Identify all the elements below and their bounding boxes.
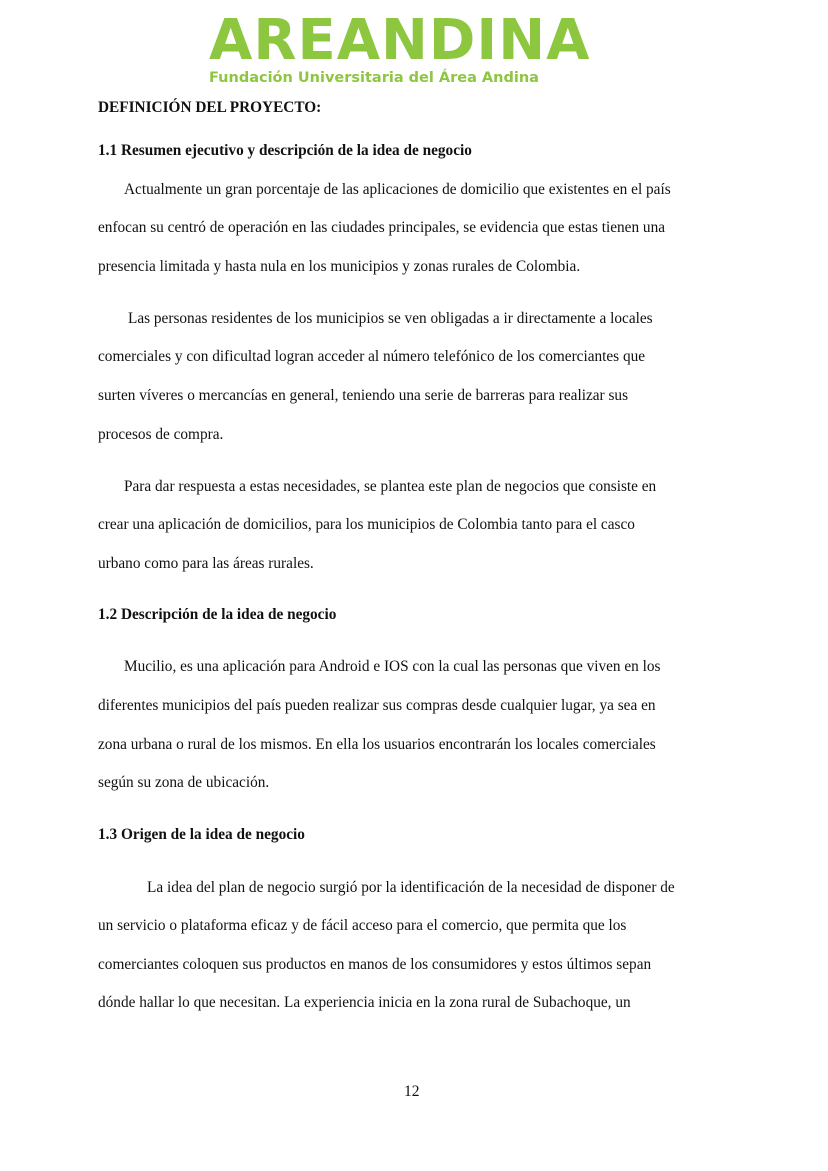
paragraph-line: un servicio o plataforma eficaz y de fácil acceso para el comercio, que permita que los (98, 917, 627, 934)
paragraph-line: urbano como para las áreas rurales. (98, 555, 314, 572)
document-title: DEFINICIÓN DEL PROYECTO: (98, 99, 322, 116)
paragraph-line: surten víveres o mercancías en general, teniendo una serie de barreras para realizar sus (98, 387, 629, 404)
areandina-logo (195, 6, 591, 90)
paragraph-line: dónde hallar lo que necesitan. La experiencia inicia en la zona rural de Subachoque, un (98, 994, 631, 1011)
logo-wordmark: AREANDINA (209, 8, 591, 73)
paragraph-line: diferentes municipios del país pueden realizar sus compras desde cualquier lugar, ya sea en (98, 697, 656, 714)
paragraph-line: presencia limitada y hasta nula en los municipios y zonas rurales de Colombia. (98, 258, 581, 275)
paragraph-line: comerciantes coloquen sus productos en manos de los consumidores y estos últimos sepan (98, 956, 652, 973)
paragraph-line: Las personas residentes de los municipios se ven obligadas a ir directamente a locales (128, 310, 653, 327)
paragraph-line: comerciales y con dificultad logran acceder al número telefónico de los comerciantes que (98, 348, 646, 365)
page-number: 12 (404, 1083, 420, 1100)
paragraph-line: La idea del plan de negocio surgió por la identificación de la necesidad de disponer de (147, 879, 675, 896)
section-heading-1-1: 1.1 Resumen ejecutivo y descripción de la idea de negocio (98, 142, 472, 159)
paragraph-line: Actualmente un gran porcentaje de las aplicaciones de domicilio que existentes en el país (124, 181, 671, 198)
section-heading-1-3: 1.3 Origen de la idea de negocio (98, 826, 305, 843)
paragraph-line: Mucilio, es una aplicación para Android e IOS con la cual las personas que viven en los (124, 658, 661, 675)
paragraph-line: enfocan su centró de operación en las ciudades principales, se evidencia que estas tienen una (98, 219, 666, 236)
paragraph-line: crear una aplicación de domicilios, para los municipios de Colombia tanto para el casco (98, 516, 635, 533)
section-heading-1-2: 1.2 Descripción de la idea de negocio (98, 606, 337, 623)
paragraph-line: zona urbana o rural de los mismos. En ella los usuarios encontrarán los locales comerciales (98, 736, 656, 753)
paragraph-line: procesos de compra. (98, 426, 224, 443)
logo-tagline: Fundación Universitaria del Área Andina (209, 70, 539, 86)
paragraph-line: según su zona de ubicación. (98, 774, 270, 791)
paragraph-line: Para dar respuesta a estas necesidades, se plantea este plan de negocios que consiste en (124, 478, 657, 495)
